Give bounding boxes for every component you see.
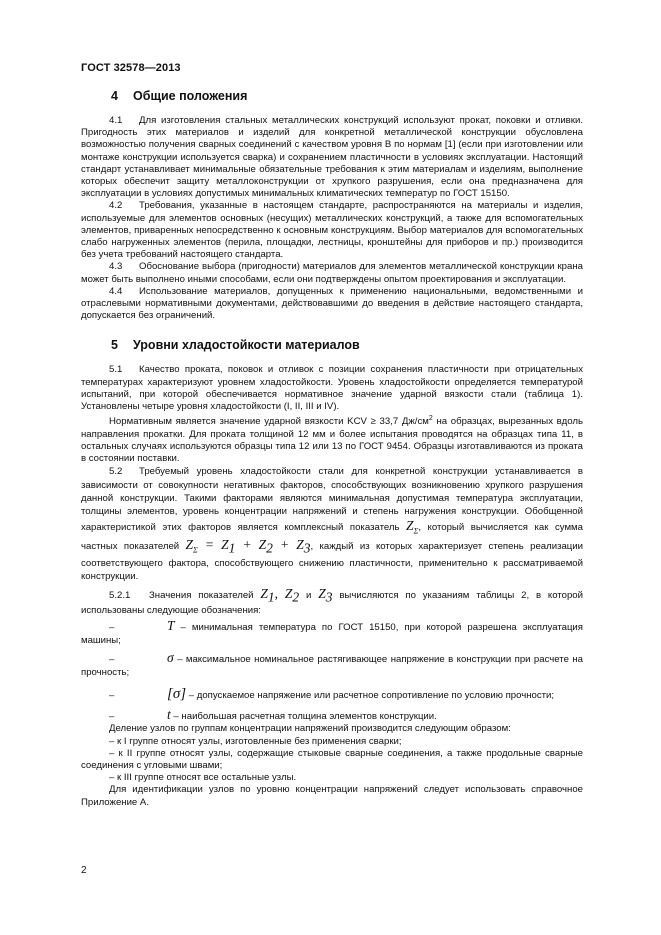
text-fragment: вычисляются по указаниям таблицы 2, в которой использованы следующие обозначения: [81, 589, 583, 616]
paragraph-5-1 [81, 364, 583, 413]
definition-T [81, 619, 583, 647]
section-title: Уровни хладостойкости материалов [133, 338, 360, 353]
clause-number: 4.1 [109, 115, 123, 126]
appendix-reference: Для идентификации узлов по уровню концентрации напряжений следует использовать справочное Приложение А. [81, 784, 583, 808]
section-5-heading [111, 338, 583, 352]
paragraph-4-1 [81, 115, 583, 200]
clause-number: 4.4 [109, 285, 123, 297]
formula-z1: $Z_1$ [260, 585, 275, 605]
text-fragment: Нормативным является значение ударной вязкости KCV ≥ 33,7 Дж/см [109, 416, 429, 428]
section-number: 5 [111, 338, 118, 353]
list-dash: – [109, 654, 115, 666]
definition-text: – минимальная температура по ГОСТ 15150, при которой разрешена эксплуатация машины; [81, 622, 583, 647]
paragraph-4-2 [81, 200, 583, 261]
list-dash: – [109, 622, 115, 634]
text-fragment: , который вычисляется как сумма частных показателей [81, 521, 583, 552]
paragraph-5-1-norm [81, 413, 583, 465]
group-2: – к II группе относят узлы, содержащие стыковые сварные соединения, а также продольные сварные соединения с угловыми швами; [81, 747, 583, 771]
clause-text: Использование материалов, допущенных к применению национальными, ведомственными и отраслевыми нормативными документами, действовавшими до введения в действие настоящего стандарта, допускается без ограничений. [81, 285, 583, 322]
section-number: 4 [111, 89, 118, 103]
text-fragment: , каждый из которых характеризует степень реализации соответствующего фактора, способствующего снижению пластичности, применительно к рассматриваемой конструкции. [81, 540, 584, 583]
formula-z2: $Z_2$ [284, 585, 300, 605]
clause-number: 5.1 [109, 364, 123, 376]
clause-text: Для изготовления стальных металлических конструкций используют прокат, поковки и отливки. Пригодность этих материалов и изделий для конкретной металлической конструкции обусловлена возможностью получения сварных соединений с качеством уровня В по нормам [1] (если при изготовлении или монтаже конструкции используется сварка) и сохранением пластичности в условиях эксплуатации. Настоящий стандарт устанавливает минимальные обязательные требования к этим материалам и изделиям, выполнение которых обеспечит защиту металлоконструкции от хрупкого разрушения, если она предназначена для эксплуатации в условиях допустимых минимальных климатических температур по ГОСТ 15150. [81, 115, 583, 200]
text-fragment: Требуемый уровень хладостойкости стали для конкретной конструкции устанавливается в зависимости от совокупности негативных факторов, способствующих возникновению хрупкого разрушения данной конструкции. Такими факторами являются минимальная допустимая температура эксплуатации, толщины элементов, уровень концентрации напряжений и степень нагружения конструкции. Обобщенной характеристикой этих факторов является комплексный показатель [81, 466, 583, 533]
formula-z3: $Z_3$ [318, 585, 333, 605]
definition-t [81, 708, 583, 723]
clause-text: Обоснование выбора (пригодности) материалов для элементов металлической конструкции крана может быть выполнено иными способами, если они подтверждены опытом проектирования и эксплуатации. [81, 261, 583, 285]
definition-sigma [81, 651, 583, 679]
paragraph-4-4 [81, 286, 583, 323]
symbol-allowable-sigma: [σ] [167, 686, 187, 703]
list-dash: – [109, 690, 115, 702]
formula-sum: $Z_\Sigma = Z_1 + Z_2 + Z_3$ [185, 536, 311, 556]
group-1: – к I группе относят узлы, изготовленные без применения сварки; [109, 735, 402, 747]
section-4-heading [111, 89, 583, 103]
paragraph-5-2 [81, 465, 583, 584]
section-title: Общие положения [133, 89, 248, 103]
clause-number: 4.2 [109, 200, 123, 212]
text-fragment: и [299, 589, 319, 601]
clause-number: 4.3 [109, 261, 123, 273]
document-header: ГОСТ 32578—2013 [81, 62, 181, 74]
clause-text: Качество проката, поковок и отливок с позиции сохранения пластичности при отрицательных температурах характеризуют уровнем хладостойкости. Уровень хладостойкости определяется температурой испытаний, при которой обеспечивается нормативное значение ударной вязкости стали (таблица 1). Установлены четыре уровня хладостойкости (I, II, III и IV). [81, 364, 583, 413]
clause-number: 5.2.1 [109, 589, 131, 601]
symbol-t: t [167, 707, 171, 723]
paragraph-5-2-1: 5.2.1 Значения показателей $Z_1$, $Z_2$ и $Z_3$ вычисляются по указаниям таблицы 2, в которой использованы следующие обозначения: [81, 585, 583, 616]
clause-number: 5.2 [109, 466, 123, 478]
symbol-T: T [167, 618, 175, 634]
group-3: – к III группе относят все остальные узлы. [109, 772, 297, 784]
content [81, 86, 583, 809]
page-number: 2 [81, 865, 87, 876]
clause-text: Требования, указанные в настоящем стандарте, распространяются на материалы и изделия, используемые для элементов основных (несущих) металлических конструкций, а также для вспомогательных элементов, приваренных непосредственно к основным конструкциям. Выбор материалов для вспомогательных слабо нагруженных элементов (перила, площадки, лестницы, кронштейны для приборов и пр.) производится без учета требований настоящего стандарта. [81, 200, 583, 261]
text-fragment: Значения показателей [149, 589, 261, 601]
text-fragment: на образцах, вырезанных вдоль направления прокатки. Для проката толщиной 12 мм и более испытания проводятся на образцах типа 11, в остальных случаях используются образцы типа 12 или 13 по ГОСТ 9454. Образцы изготавливаются из проката в состоянии поставки. [81, 416, 583, 465]
groups-intro: Деление узлов по группам концентрации напряжений производится следующим образом: [109, 723, 511, 735]
superscript: 2 [428, 415, 433, 423]
definition-text: – максимальное номинальное растягивающее напряжение в конструкции при расчете на прочность; [81, 654, 583, 679]
formula-z-sigma: $Z_\Sigma$ [406, 517, 419, 536]
paragraph-4-3 [81, 261, 583, 285]
definition-allowable-stress [81, 687, 583, 703]
definition-text: – допускаемое напряжение или расчетное сопротивление по условию прочности; [186, 690, 555, 702]
list-dash: – [109, 711, 115, 723]
symbol-sigma: σ [167, 650, 174, 666]
definition-text: – наибольшая расчетная толщина элементов конструкции. [170, 711, 437, 723]
